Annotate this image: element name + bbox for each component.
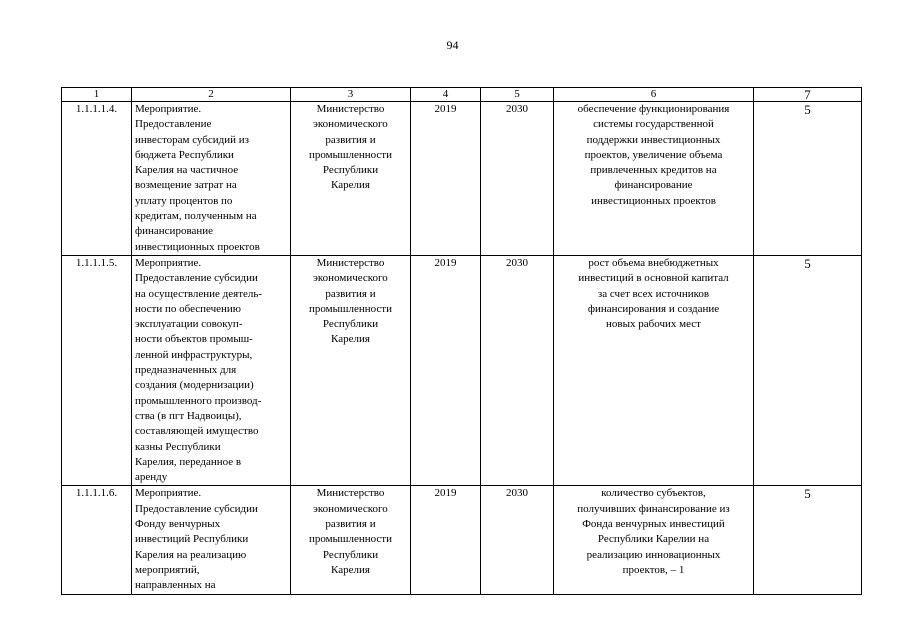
row-result <box>554 255 754 485</box>
column-header-6: 6 <box>554 88 754 102</box>
column-header-3: 3 <box>291 88 411 102</box>
row-code-text: 1.1.1.1.6. <box>75 487 118 500</box>
row-indicator-text: 5 <box>804 102 811 117</box>
row-result-text: обеспечение функционирования системы государственной поддержки инвестиционных проектов, увеличение объема привлеченных кредитов на финансирование инвестиционных проектов <box>577 103 730 207</box>
row-result-text: количество субъектов, получивших финансирование из Фонда венчурных инвестиций Республики Карелии на реализацию инновационных проектов, – 1 <box>577 487 730 576</box>
row-indicator-text: 5 <box>804 486 811 502</box>
row-executor <box>291 486 411 594</box>
column-header-2: 2 <box>132 88 291 102</box>
row-indicator-text: 5 <box>804 255 811 271</box>
row-indicator <box>754 102 862 256</box>
table-row <box>62 486 862 594</box>
row-event-text: Мероприятие. Предоставление инвесторам субсидий из бюджета Республики Карелия на частичное возмещение затрат на уплату процентов по кредитам, полученным на финансирование инвестиционных проектов <box>135 103 260 253</box>
row-event <box>132 486 291 594</box>
page-number: 94 <box>446 38 459 52</box>
row-code <box>62 102 132 256</box>
row-start-year <box>411 102 481 256</box>
row-code-text: 1.1.1.1.4. <box>75 103 118 115</box>
row-event-text: Мероприятие. Предоставление субсидии Фонду венчурных инвестиций Республики Карелия на реализацию мероприятий, направленных на <box>135 487 258 592</box>
row-end-year-text: 2030 <box>506 256 528 269</box>
row-executor <box>291 102 411 256</box>
row-result <box>554 486 754 594</box>
row-end-year-text: 2030 <box>506 103 528 115</box>
column-header-1: 1 <box>62 88 132 102</box>
row-event <box>132 102 291 256</box>
row-end-year-text: 2030 <box>506 487 528 500</box>
row-indicator <box>754 486 862 594</box>
row-start-year-text: 2019 <box>434 103 457 115</box>
table-header-row <box>62 88 862 102</box>
table-row <box>62 255 862 485</box>
row-end-year <box>481 255 554 485</box>
row-executor-text: Министерство экономического развития и промышленности Республики Карелия <box>309 103 392 192</box>
row-event-text: Мероприятие. Предоставление субсидии на осуществление деятель- ности по обеспечению эксплуатации совокуп- ности объектов промыш- ленной инфраструктуры, предназначенных для создания (модернизации) промышленного производ- ства (в пгт Надвоицы), составляющей имущество казны Республики Карелия, переданное в аренду <box>135 256 263 484</box>
column-header-4: 4 <box>411 88 481 102</box>
row-code-text: 1.1.1.1.5. <box>75 256 118 269</box>
measures-table <box>61 87 862 595</box>
row-start-year <box>411 255 481 485</box>
row-event <box>132 255 291 485</box>
row-code <box>62 255 132 485</box>
row-executor-text: Министерство экономического развития и промышленности Республики Карелия <box>309 487 392 576</box>
row-result-text: рост объема внебюджетных инвестиций в основной капитал за счет всех источников финансирования и создание новых рабочих мест <box>578 256 729 331</box>
row-end-year <box>481 486 554 594</box>
row-start-year-text: 2019 <box>434 487 457 500</box>
row-end-year <box>481 102 554 256</box>
row-start-year <box>411 486 481 594</box>
row-result <box>554 102 754 256</box>
column-header-5: 5 <box>481 88 554 102</box>
row-code <box>62 486 132 594</box>
row-indicator <box>754 255 862 485</box>
table-row <box>62 102 862 256</box>
row-executor-text: Министерство экономического развития и промышленности Республики Карелия <box>309 256 392 346</box>
row-executor <box>291 255 411 485</box>
column-header-7: 7 <box>754 88 862 102</box>
row-start-year-text: 2019 <box>434 256 457 269</box>
